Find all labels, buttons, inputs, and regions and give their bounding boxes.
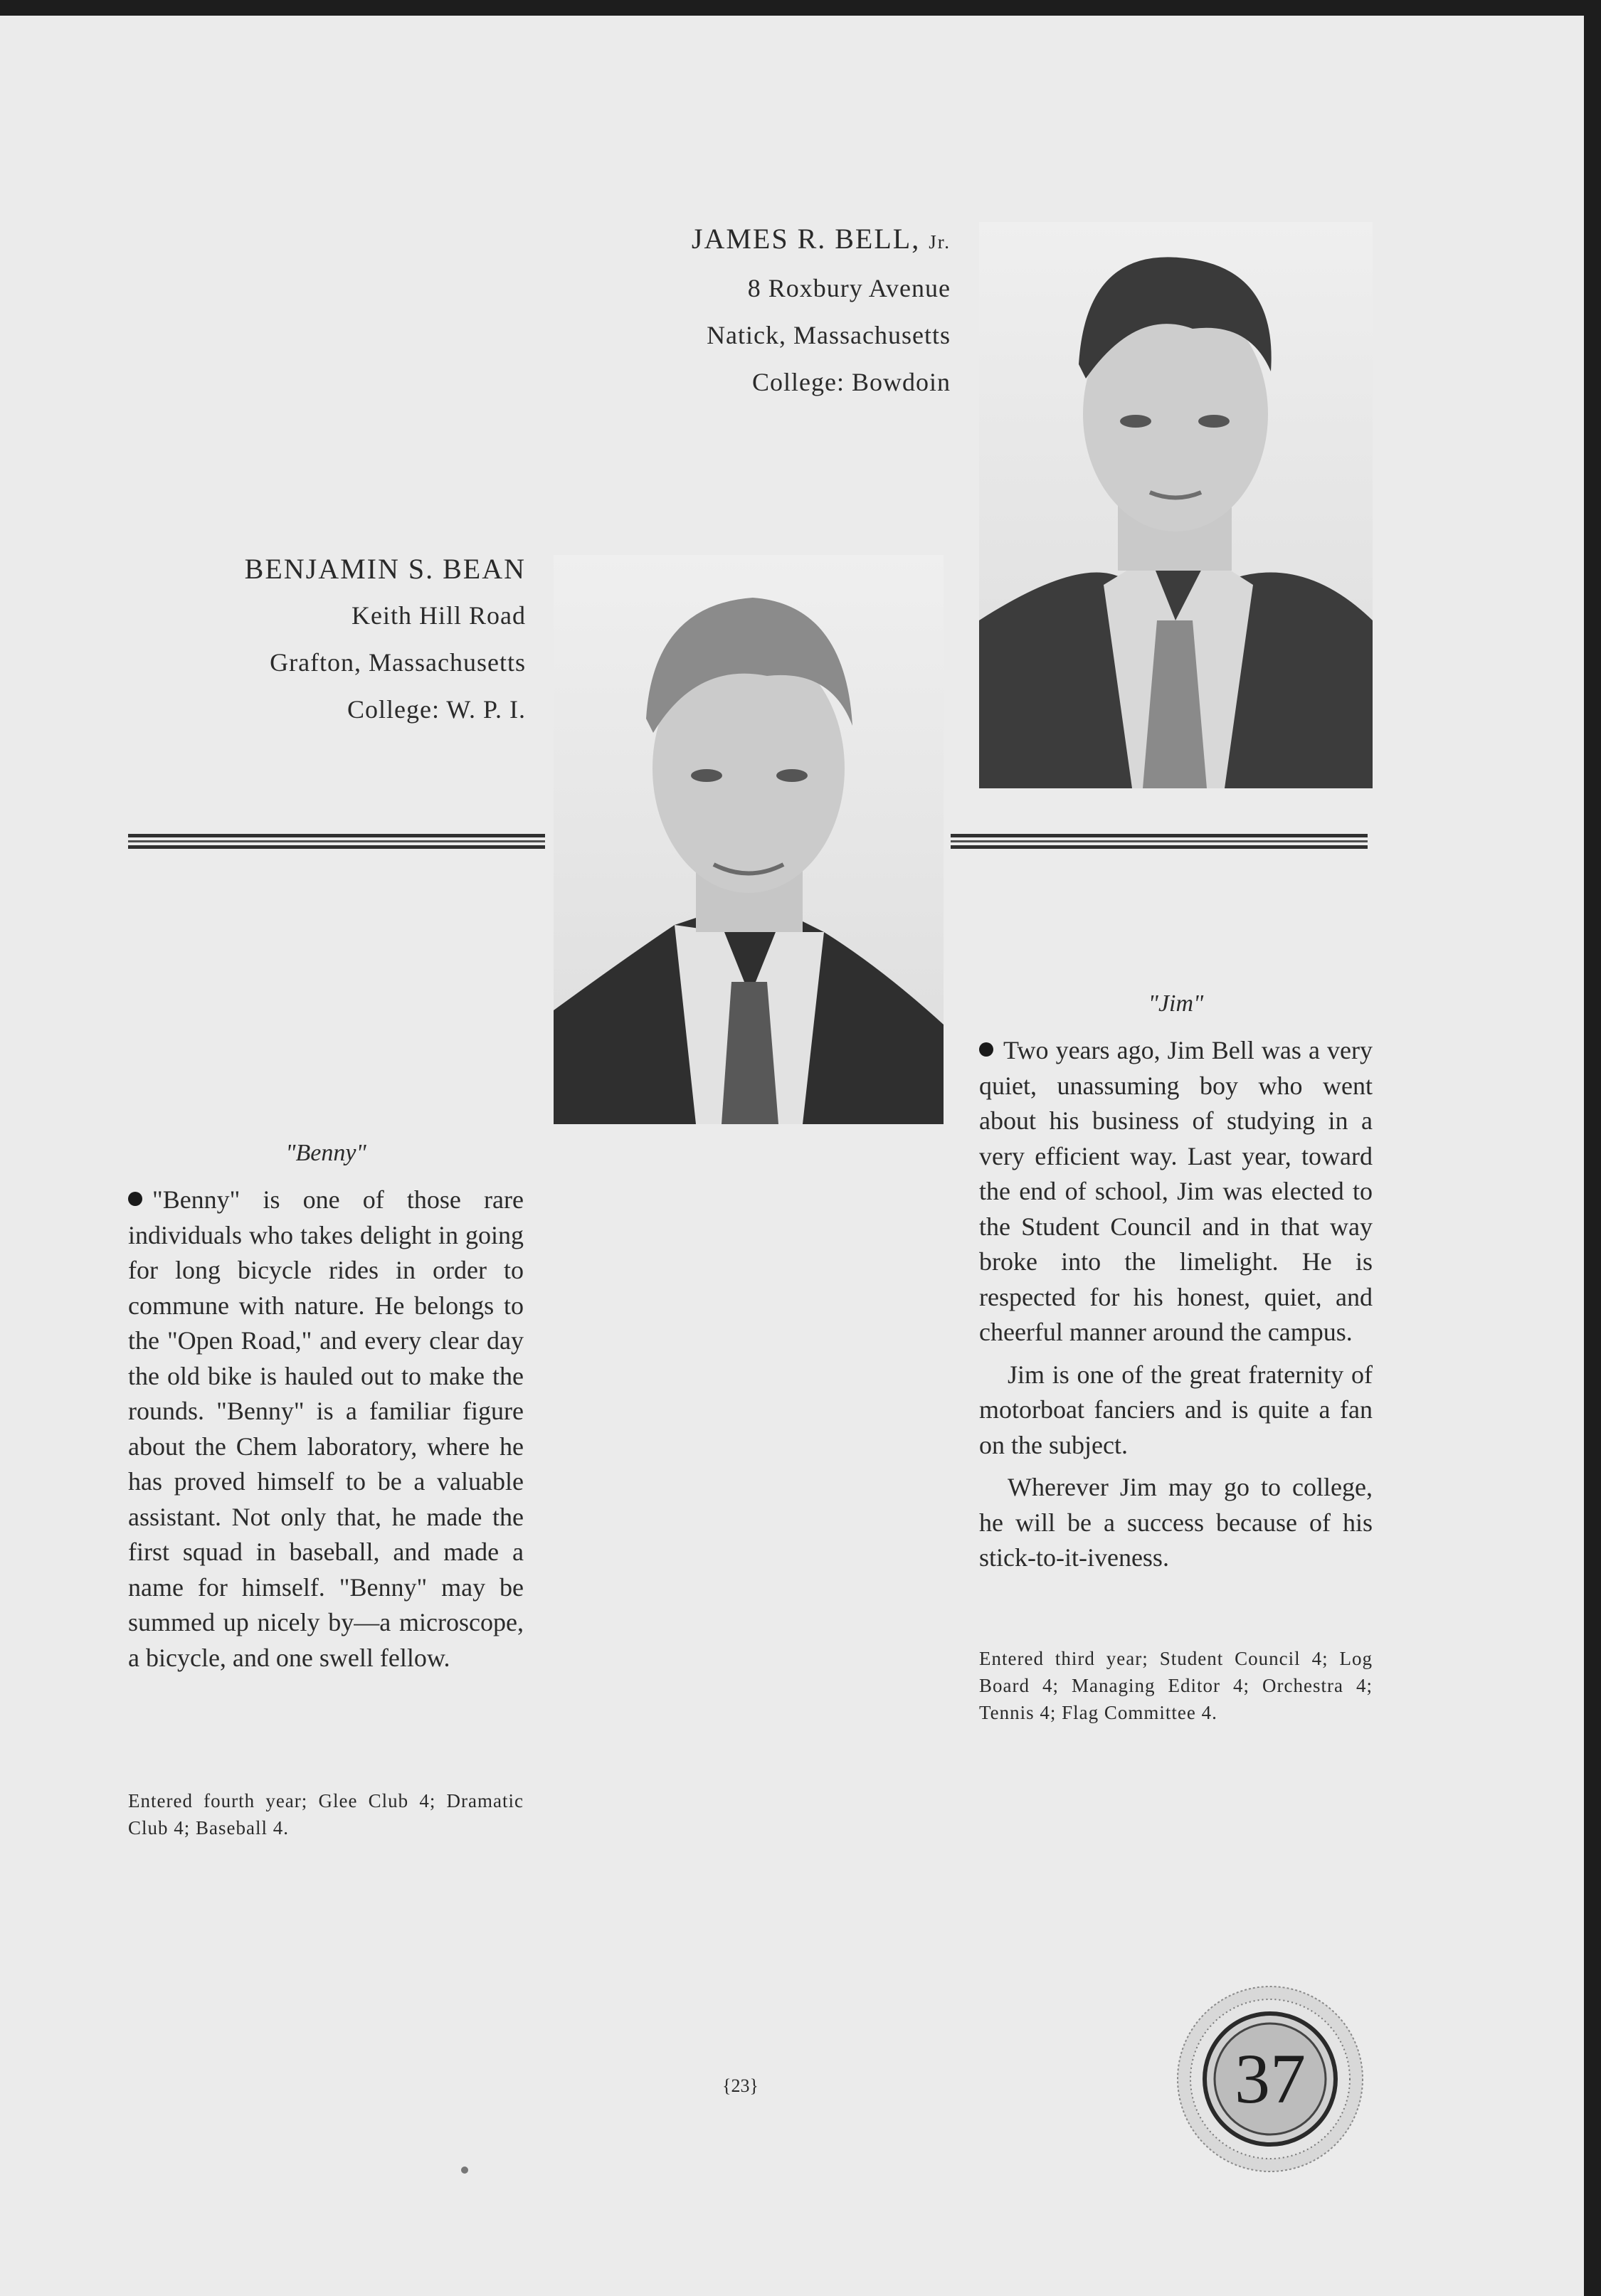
bell-bio-para-1 [979,1033,1373,1350]
bell-portrait-photo [979,222,1373,788]
bell-address-block [707,265,951,406]
bell-street: 8 Roxbury Avenue [747,274,951,302]
seal-text: 37 [1235,2039,1306,2118]
bell-bio-para-1-text: Two years ago, Jim Bell was a very quiet, unassuming boy who went about his business of studying in a very efficient way. Last year, toward the end of school, Jim was elected to the Student Council and in that way broke into the limelight. He is respected for his honest, quiet, and cheerful manner around the campus. [979,1036,1373,1346]
bell-bio [979,1033,1373,1576]
yearbook-page [0,16,1584,2296]
bell-name [692,222,951,255]
bell-portrait-image [979,222,1373,788]
page-number: {23} [722,2075,759,2096]
bean-nickname: "Benny" [285,1140,366,1166]
bean-city: Grafton, Massachusetts [270,648,526,677]
right-divider-rule [951,834,1368,852]
bean-activities-record: Entered fourth year; Glee Club 4; Dramatic Club 4; Baseball 4. [128,1790,524,1839]
bullet-icon [128,1192,142,1206]
bean-bio-para-text: "Benny" is one of those rare individuals who takes delight in going for long bicycle rides in order to commune with nature. He belongs to the "Open Road," and every clear day the old bike is hauled out to make the rounds. "Benny" is a familiar figure about the Chem laboratory, where he has proved himself to be a valuable assistant. Not only that, he made the first squad in baseball, and made a name for himself. "Benny" may be summed up nicely by—a microscope, a bicycle, and one swell fellow. [128,1185,524,1672]
bell-name-text: JAMES R. BELL, [691,223,929,255]
bean-bio [128,1183,524,1676]
bean-name: BENJAMIN S. BEAN [244,553,526,585]
bullet-icon [979,1042,993,1057]
bean-address-block [270,592,526,733]
left-divider-rule [128,834,545,852]
bell-college: College: Bowdoin [752,368,951,396]
bean-bio-para [128,1183,524,1676]
bell-bio-para-3: Wherever Jim may go to college, he will be a success because of his stick-to-it-iveness. [979,1473,1373,1572]
page-speck [461,2167,468,2174]
bean-street: Keith Hill Road [352,601,526,630]
bell-bio-para-2: Jim is one of the great fraternity of motorboat fanciers and is quite a fan on the subject. [979,1360,1373,1459]
bean-portrait-image [554,555,944,1124]
bean-college: College: W. P. I. [347,695,526,724]
bell-nickname: "Jim" [1148,990,1204,1017]
bell-activities-record: Entered third year; Student Council 4; Log Board 4; Managing Editor 4; Orchestra 4; Tennis 4; Flag Committee 4. [979,1648,1373,1723]
bell-name-suffix: Jr. [929,231,951,253]
class-of-37-seal [1174,1983,1366,2175]
seal-emblem-icon [1174,1983,1366,2175]
bean-portrait-photo [554,555,944,1124]
bell-city: Natick, Massachusetts [707,321,951,349]
